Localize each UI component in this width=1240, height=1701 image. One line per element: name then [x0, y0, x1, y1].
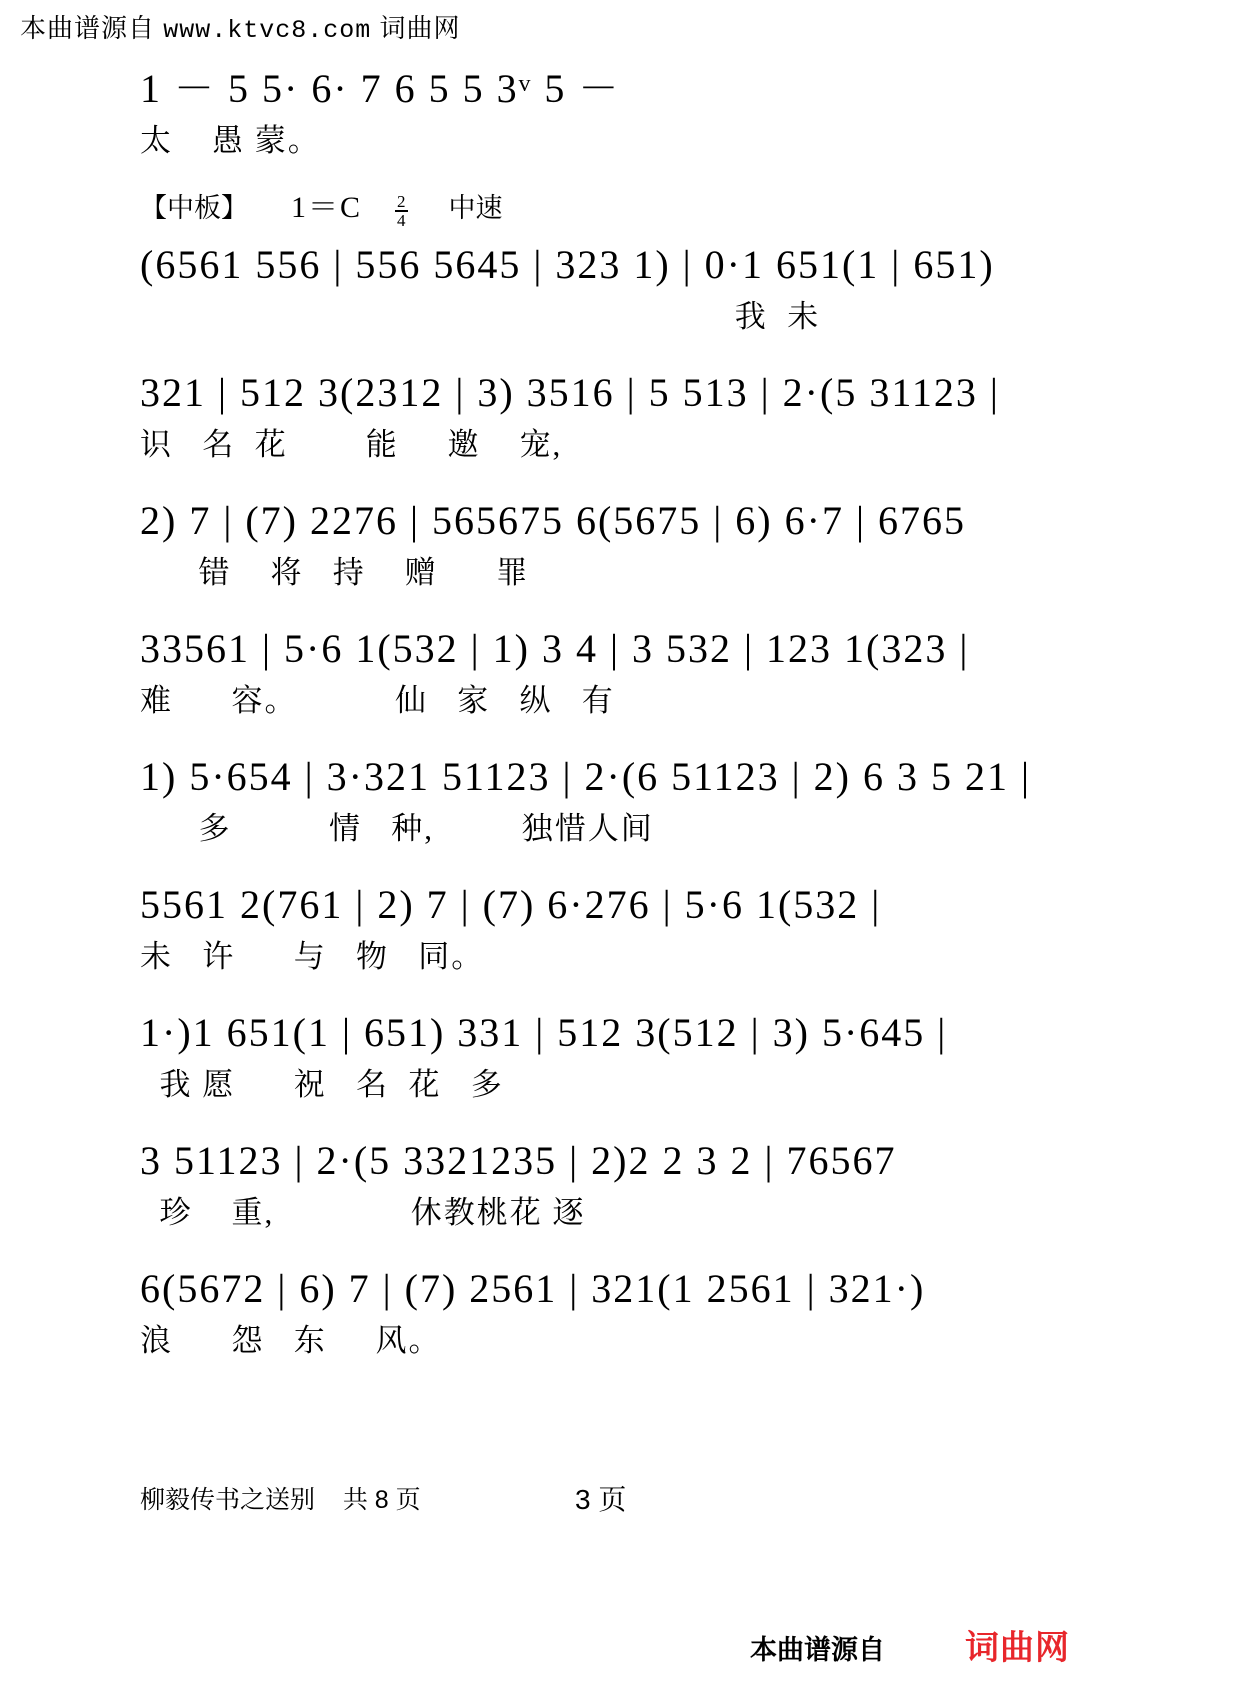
score-line [0, 364, 1240, 482]
score-lyrics: 难 容。 仙 家 纵 有 [140, 683, 615, 718]
score-line [0, 620, 1240, 738]
score-lyrics: 错 将 持 赠 罪 [140, 555, 530, 590]
score-lyrics: 多 情 种, 独惜人间 [140, 811, 654, 846]
brand-logo: 词曲网 [965, 1629, 1070, 1667]
score-notes: 2) 7 | (7) 2276 | 565675 6(5675 | 6) 6·7 | 6765 [140, 498, 966, 543]
score-notes: 6(5672 | 6) 7 | (7) 2561 | 321(1 2561 | 321·) [140, 1266, 926, 1311]
key-signature: 1＝C [291, 191, 363, 224]
score-notes: 1 － 5 5· 6· 7 6 5 5 3ᵛ 5 － [140, 66, 621, 111]
score-notes: 1) 5·654 | 3·321 51123 | 2·(6 51123 | 2) 6 3 5 21 | [140, 754, 1031, 799]
score-notes: 1·)1 651(1 | 651) 331 | 512 3(512 | 3) 5·645 | [140, 1010, 948, 1055]
section-header [0, 182, 1240, 236]
score-body [0, 60, 1240, 1388]
score-line [0, 60, 1240, 172]
score-lyrics: 未 许 与 物 同。 [140, 939, 485, 974]
source-site-label: 词曲网 [379, 13, 461, 43]
score-lyrics: 浪 怨 东 风。 [140, 1323, 442, 1358]
time-signature-denominator: 4 [397, 210, 406, 230]
score-line [0, 876, 1240, 994]
tempo-marking: 中速 [448, 193, 503, 223]
page-source-header [20, 8, 461, 45]
score-line [0, 492, 1240, 610]
score-line [0, 236, 1240, 354]
score-lyrics: 我 愿 祝 名 花 多 [140, 1067, 504, 1102]
footer-info [140, 1480, 421, 1516]
score-notes: 33561 | 5·6 1(532 | 1) 3 4 | 3 532 | 123 1(323 | [140, 626, 970, 671]
score-lyrics: 太 愚 蒙。 [140, 123, 321, 158]
score-line [0, 1004, 1240, 1122]
total-pages: 共 8 页 [342, 1486, 421, 1514]
source-site-url: www.ktvc8.com [163, 16, 372, 45]
source-prefix-label: 本曲谱源自 [20, 13, 156, 43]
score-line [0, 748, 1240, 866]
bottom-source-label: 本曲谱源自 [750, 1635, 885, 1665]
score-lyrics: 识 名 花 能 邀 宠, [140, 427, 563, 462]
score-notes: (6561 556 | 556 5645 | 323 1) | 0·1 651(1 | 651) [140, 242, 995, 287]
time-signature [395, 193, 408, 229]
score-lyrics: 珍 重, 休教桃花 逐 [140, 1195, 586, 1230]
score-notes: 3 51123 | 2·(5 3321235 | 2)2 2 3 2 | 76567 [140, 1138, 897, 1183]
section-tag: 【中板】 [140, 193, 248, 223]
score-lyrics: 我 未 [140, 299, 821, 334]
score-notes: 321 | 512 3(2312 | 3) 3516 | 5 513 | 2·(5 31123 | [140, 370, 1000, 415]
song-title: 柳毅传书之送别 [140, 1486, 316, 1514]
score-line [0, 1260, 1240, 1378]
score-notes: 5561 2(761 | 2) 7 | (7) 6·276 | 5·6 1(532 | [140, 882, 882, 927]
score-line [0, 1132, 1240, 1250]
page-number: 3 页 [575, 1484, 627, 1515]
time-signature-numerator: 2 [397, 191, 406, 211]
